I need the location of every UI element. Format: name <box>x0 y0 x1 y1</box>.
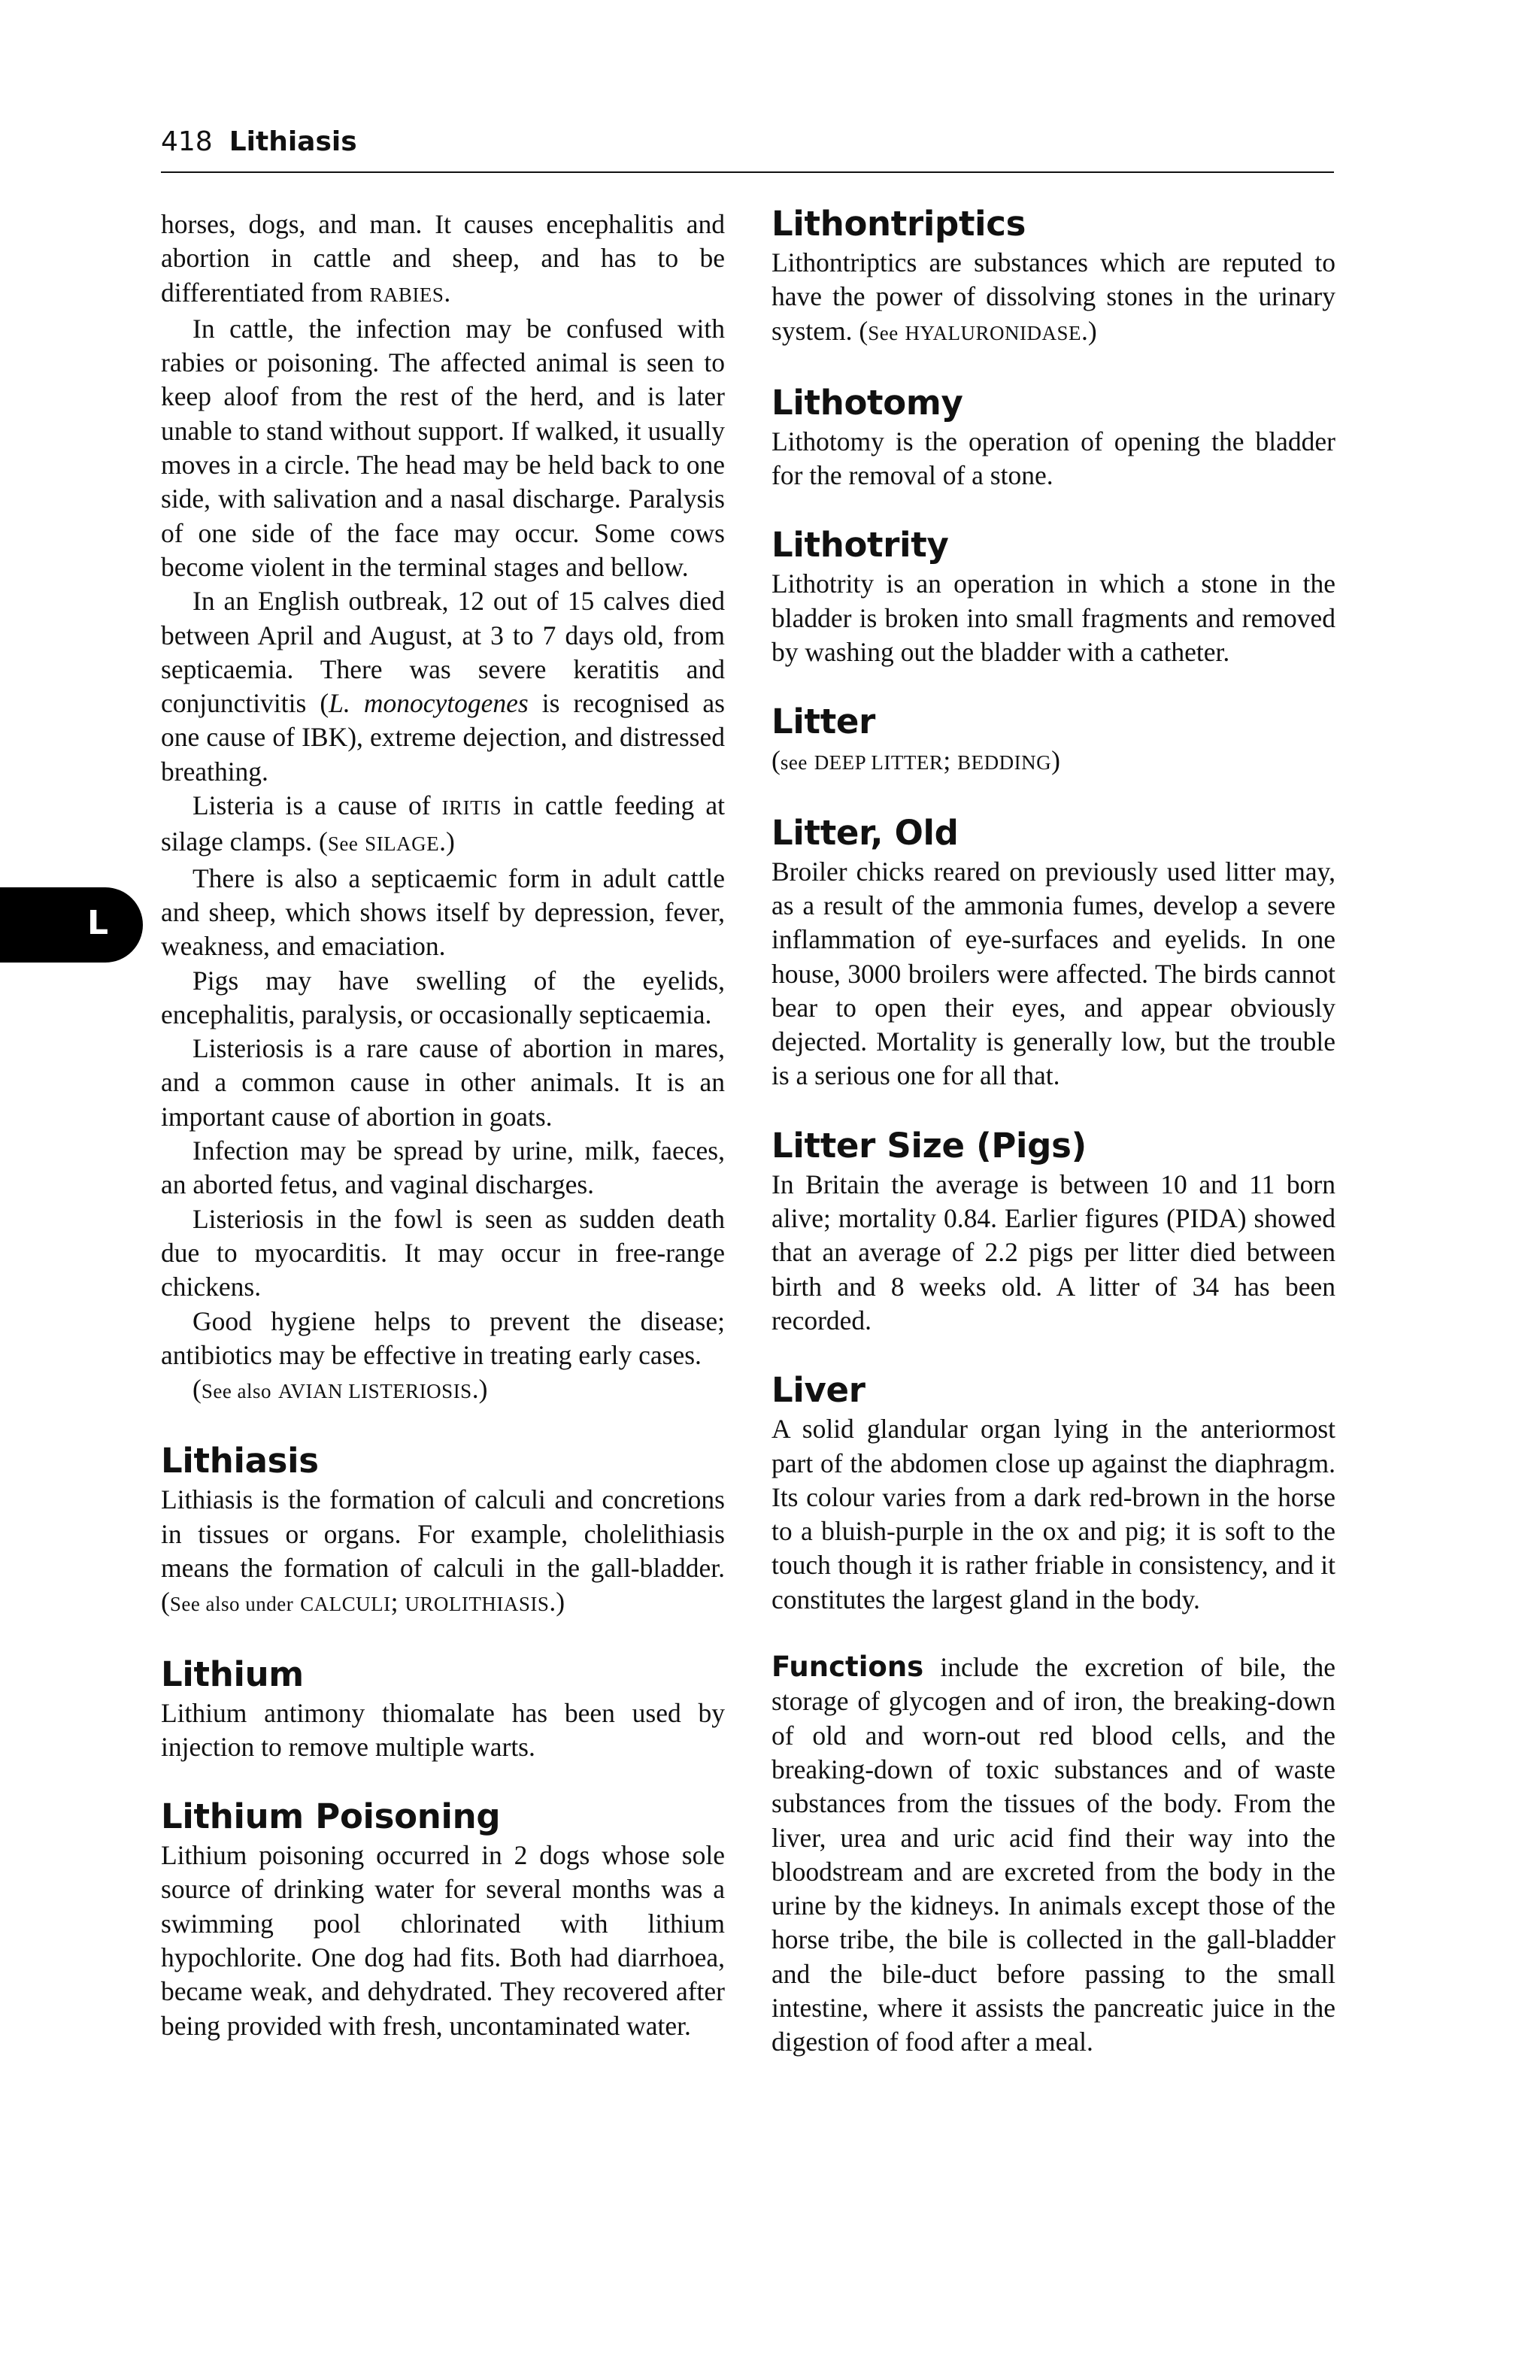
cross-ref-hyaluronidase[interactable]: HYALURONIDASE <box>905 321 1082 344</box>
entry-heading-litter-old: Litter, Old <box>772 812 959 853</box>
entry-heading-lithotomy: Lithotomy <box>772 382 963 423</box>
entry-heading-litter: Litter <box>772 702 876 742</box>
run-in-heading-functions: Functions <box>772 1651 924 1684</box>
entry-body-lithium-poisoning: Lithium poisoning occurred in 2 dogs whose sole source of drinking water for several months was a swimming pool chlorinated with lithium hypochlorite. One dog had fits. Both had diarrhoea, became weak, and dehydrated. They recovered after being provided with fresh, uncontaminated water. <box>161 1840 725 2041</box>
entry-heading-liver: Liver <box>772 1370 865 1411</box>
running-head <box>161 125 1334 159</box>
entry-heading-litter-size: Litter Size (Pigs) <box>772 1125 1087 1166</box>
running-title: Lithiasis <box>229 126 357 157</box>
listeria-paragraph-7: Listeriosis is a rare cause of abortion in mares, and a common cause in other animals. It is an important cause of abortion in goats. <box>161 1033 725 1132</box>
header-rule <box>161 171 1334 173</box>
listeria-paragraph-9: Listeriosis in the fowl is seen as sudden death due to myocarditis. It may occur in free-range chickens. <box>161 1203 725 1302</box>
listeria-paragraph-1: horses, dogs, and man. It causes encephalitis and abortion in cattle and sheep, and has to be differentiated from RABIES. <box>161 209 725 308</box>
listeria-paragraph-5: There is also a septicaemic form in adult cattle and sheep, which shows itself by depression, fever, weakness, and emaciation. <box>161 863 725 962</box>
listeria-paragraph-6: Pigs may have swelling of the eyelids, encephalitis, paralysis, or occasionally septicaemia. <box>161 965 725 1029</box>
entry-body-litter-old: Broiler chicks reared on previously used litter may, as a result of the ammonia fumes, develop a severe inflammation of eye-surfaces and eyelids. In one house, 3000 broilers were affected. The birds cannot bear to open their eyes, and appear obviously dejected. Mortality is generally low, but the trouble is a serious one for all that. <box>772 856 1335 1091</box>
listeria-paragraph-10: Good hygiene helps to prevent the disease; antibiotics may be effective in treating early cases. <box>161 1305 725 1370</box>
left-column <box>161 208 725 2043</box>
cross-ref-silage[interactable]: SILAGE <box>365 832 440 856</box>
entry-body-litter-size: In Britain the average is between 10 and 11 born alive; mortality 0.84. Earlier figures (PIDA) showed that an average of 2.2 pigs per litter died between birth and 8 weeks old. A litter of 34 has been recorded. <box>772 1169 1335 1336</box>
listeria-see-also: (See also AVIAN LISTERIOSIS.) <box>192 1374 488 1405</box>
entry-heading-lithontriptics: Lithontriptics <box>772 204 1026 244</box>
entry-body-lithiasis: Lithiasis is the formation of calculi and concretions in tissues or organs. For example, cholelithiasis means the formation of calculi in the gall-bladder. (See also under CALCULI; UROLITHIASIS.) <box>161 1484 725 1617</box>
right-column <box>772 204 1335 2060</box>
entry-body-liver: A solid glandular organ lying in the anteriormost part of the abdomen close up against the diaphragm. Its colour varies from a dark red-brown in the horse to a bluish-purple in the ox and pig; it is soft to the touch though it is rather friable in consistency, and it constitutes the largest gland in the body. <box>772 1414 1335 1614</box>
cross-ref-bedding[interactable]: BEDDING <box>957 751 1052 775</box>
entry-heading-lithotrity: Lithotrity <box>772 525 949 565</box>
listeria-paragraph-3: In an English outbreak, 12 out of 15 calves died between April and August, at 3 to 7 days old, from septicaemia. There was severe keratitis and conjunctivitis (L. monocytogenes is recognised as one cause of IBK), extreme dejection, and distressed breathing. <box>161 586 725 787</box>
cross-ref-avian-listeriosis[interactable]: AVIAN LISTERIOSIS <box>277 1380 472 1403</box>
entry-heading-lithium: Lithium <box>161 1654 304 1694</box>
listeria-paragraph-4: Listeria is a cause of IRITIS in cattle feeding at silage clamps. (See SILAGE.) <box>161 790 726 857</box>
entry-body-lithium: Lithium antimony thiomalate has been used by injection to remove multiple warts. <box>161 1697 725 1762</box>
entry-heading-lithium-poisoning: Lithium Poisoning <box>161 1796 501 1837</box>
listeria-paragraph-8: Infection may be spread by urine, milk, faeces, an aborted fetus, and vaginal discharges. <box>161 1135 725 1200</box>
cross-ref-calculi[interactable]: CALCULI <box>300 1593 391 1616</box>
listeria-paragraph-2: In cattle, the infection may be confused with rabies or poisoning. The affected animal is seen to keep aloof from the rest of the herd, and is later unable to stand without support. If walked, it usually moves in a circle. The head may be held back to one side, with salivation and a nasal discharge. Paralysis of one side of the face may occur. Some cows become violent in the terminal stages and bellow. <box>161 313 725 582</box>
entry-body-lithontriptics: Lithontriptics are substances which are reputed to have the power of dissolving stones in the urinary system. (See HYALURONIDASE.) <box>772 247 1335 346</box>
thumb-index-tab <box>0 887 143 963</box>
entry-body-lithotrity: Lithotrity is an operation in which a stone in the bladder is broken into small fragments and removed by washing out the bladder with a catheter. <box>772 568 1335 668</box>
cross-ref-deep-litter[interactable]: DEEP LITTER <box>814 751 944 775</box>
liver-functions-paragraph: Functions include the excretion of bile, the storage of glycogen and of iron, the breaking-down of old and worn-out red blood cells, and the breaking-down of toxic substances and of waste substances from the tissues of the body. From the liver, urea and uric acid find their way into the bloodstream and are excreted from the body in the urine by the kidneys. In animals except those of the horse tribe, the bile is collected in the gall-bladder and the bile-duct before passing to the small intestine, where it assists the pancreatic juice in the digestion of food after a meal. <box>772 1651 1335 2057</box>
cross-ref-urolithiasis[interactable]: UROLITHIASIS <box>405 1593 550 1616</box>
entry-body-lithotomy: Lithotomy is the operation of opening the bladder for the removal of a stone. <box>772 426 1335 491</box>
cross-ref-rabies[interactable]: RABIES <box>369 283 444 306</box>
thumb-tab-letter: L <box>86 904 108 942</box>
entry-heading-lithiasis: Lithiasis <box>161 1441 319 1481</box>
cross-ref-iritis[interactable]: IRITIS <box>441 796 502 820</box>
page-number: 418 <box>161 126 213 157</box>
entry-body-litter: (see DEEP LITTER; BEDDING) <box>772 745 1060 776</box>
